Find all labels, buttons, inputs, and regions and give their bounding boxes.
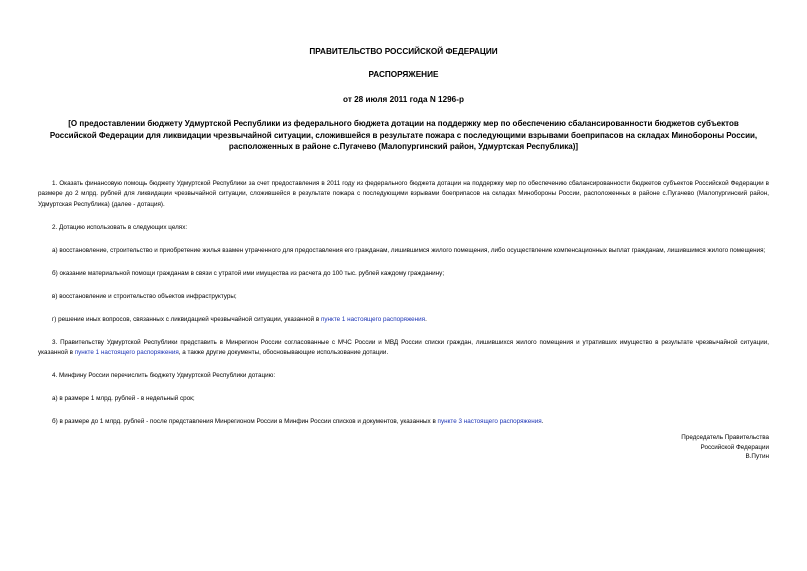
document-body	[38, 179, 769, 428]
document-title: [О предоставлении бюджету Удмуртской Республики из федерального бюджета дотации на поддержку мер по обеспечению сбалансированности бюджетов субъектов Российской Федерации для ликвидации чрезвычайной ситуации, сложившейся в результате пожара с последующими взрывами боеприпасов на складах Минобороны России, расположенных в районе с.Пугачево (Малопургинский район, Удмуртская Республика)]	[49, 119, 758, 151]
signature-position: Председатель Правительства	[681, 434, 769, 441]
link-point-1-second[interactable]: пункте 1 настоящего распоряжения	[74, 349, 179, 356]
document-type: РАСПОРЯЖЕНИЕ	[368, 70, 439, 79]
paragraph-2g	[38, 315, 769, 326]
signature-organization: Российской Федерации	[700, 443, 769, 451]
paragraph-2g-text: г) решение иных вопросов, связанных с ликвидацией чрезвычайной ситуации, указанной в	[52, 315, 321, 323]
paragraph-4a: а) в размере 1 млрд. рублей - в недельный срок;	[52, 395, 195, 402]
paragraph-2a: а) восстановление, строительство и приобретение жилья взамен утраченного для предоставления его гражданам, лишившимся жилого помещения, либо осуществление компенсационных выплат гражданам, лишившимся жилого помещения;	[52, 246, 766, 254]
paragraph-3-end: , а также другие документы, обосновывающие использование дотации.	[178, 349, 389, 356]
signature-block	[681, 433, 769, 462]
link-point-1[interactable]: пункте 1 настоящего распоряжения	[320, 315, 426, 323]
government-heading: ПРАВИТЕЛЬСТВО РОССИЙСКОЙ ФЕДЕРАЦИИ	[309, 47, 498, 56]
paragraph-3	[38, 338, 769, 359]
paragraph-4b-end: .	[541, 418, 544, 425]
paragraph-2b: б) оказание материальной помощи гражданам в связи с утратой ими имущества из расчета до 100 тыс. рублей каждому гражданину;	[52, 269, 445, 277]
paragraph-2g-end: .	[425, 315, 427, 323]
document-date-number: от 28 июля 2011 года N 1296-р	[343, 95, 464, 104]
paragraph-2: 2. Дотацию использовать в следующих целях:	[52, 223, 188, 231]
paragraph-4b	[38, 417, 769, 428]
paragraph-1: 1. Оказать финансовую помощь бюджету Удмуртской Республики за счет предоставления в 2011 году из федерального бюджета дотации на поддержку мер по обеспечению сбалансированности бюджетов субъектов Российской Федерации в размере до 2 млрд. рублей для ликвидации чрезвычайной ситуации, сложившейся в результате пожара с последующими взрывами боеприпасов на складах Минобороны России, расположенных в районе с.Пугачево (Малопургинский район, Удмуртская Республика) (далее - дотация).	[38, 179, 769, 208]
link-point-3[interactable]: пункте 3 настоящего распоряжения	[437, 418, 542, 425]
paragraph-2v: в) восстановление и строительство объектов инфраструктуры;	[52, 292, 237, 300]
paragraph-4: 4. Минфину России перечислить бюджету Удмуртской Республики дотацию:	[52, 372, 276, 379]
signature-name: В.Путин	[745, 453, 769, 461]
paragraph-4b-text: б) в размере до 1 млрд. рублей - после представления Минрегионом России в Минфин России списков и документов, указанных в	[52, 418, 438, 425]
paragraph-3-text: 3. Правительству Удмуртской Республики представить в Минрегион России согласованные с МЧС России и МВД России списки граждан, лишившихся жилого помещения и утративших имущество в результате чрезвычайной ситуации, указанной в	[38, 338, 769, 356]
